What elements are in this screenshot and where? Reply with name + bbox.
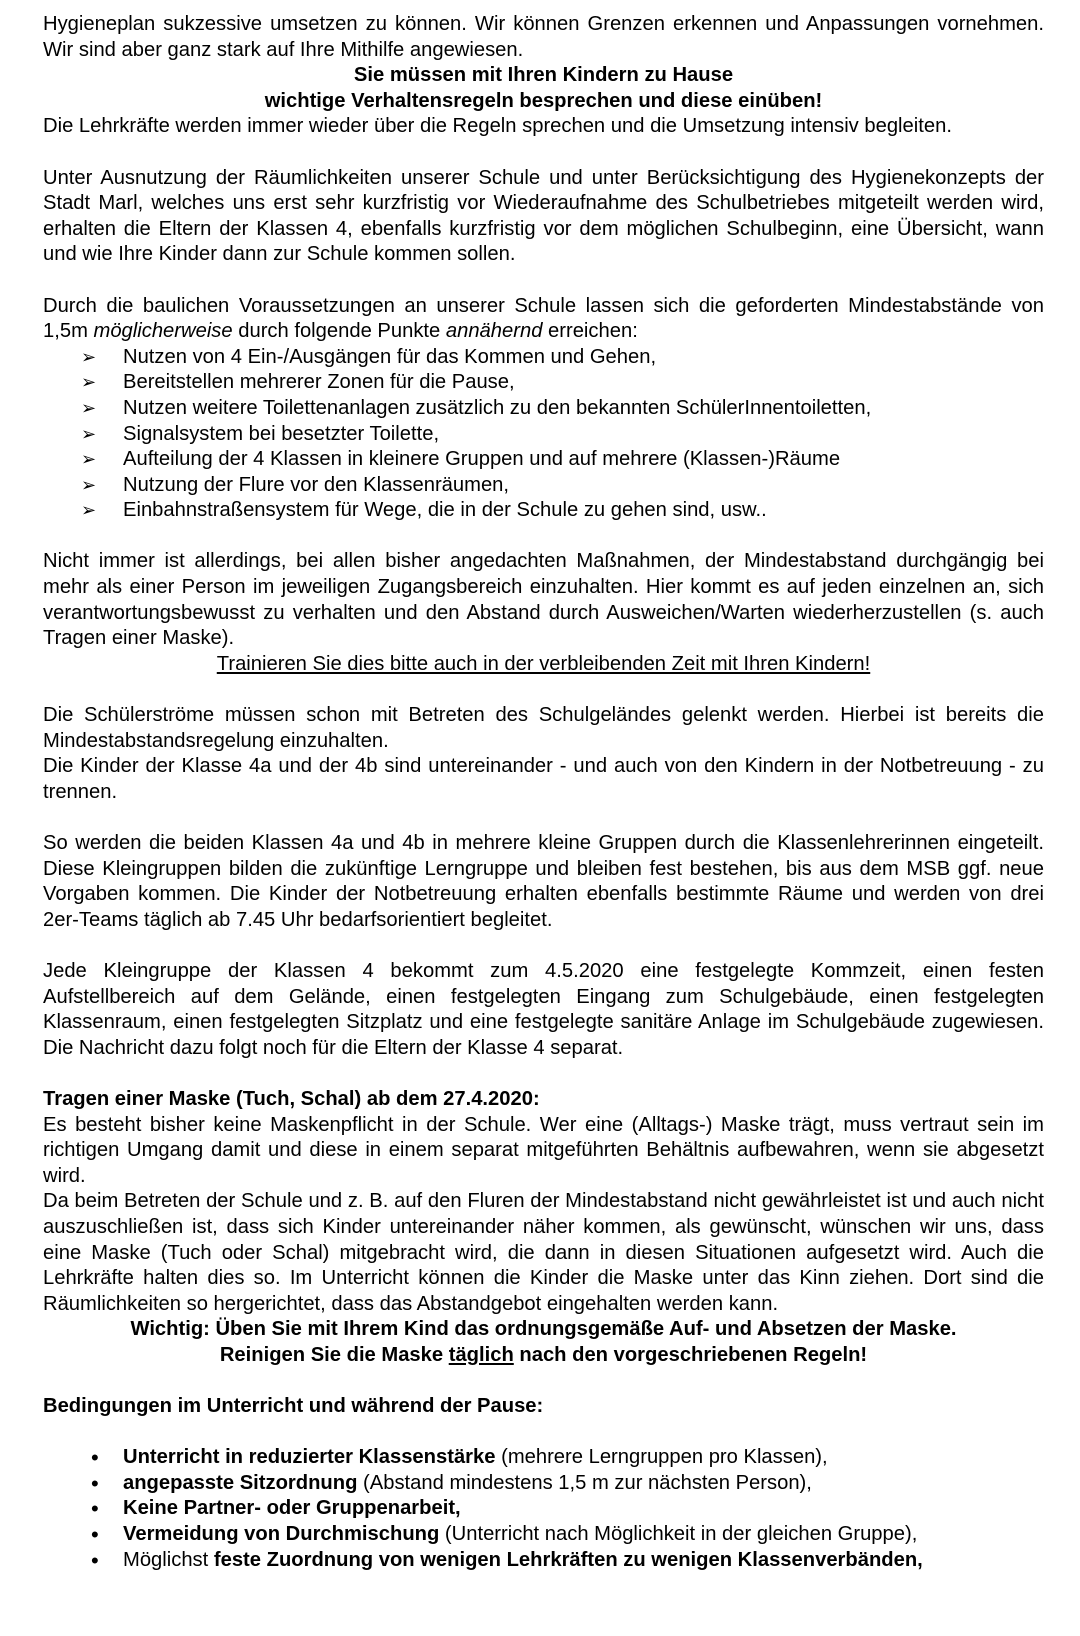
list-item: ➢ Einbahnstraßensystem für Wege, die in der Schule zu gehen sind, usw.. [43, 498, 1044, 524]
arrow-bullet-icon: ➢ [81, 500, 97, 521]
separation-paragraph: Die Kinder der Klasse 4a und der 4b sind untereinander - und auch von den Kindern in der Notbetreuung - zu trennen. [43, 755, 1044, 803]
mask-important-note: Wichtig: Üben Sie mit Ihrem Kind das ordnungsgemäße Auf- und Absetzen der Maske. [130, 1318, 957, 1341]
list-item: ➢ Nutzen weitere Toilettenanlagen zusätzlich zu den bekannten SchülerInnentoiletten, [43, 396, 1044, 422]
bullet-icon: • [91, 1496, 99, 1522]
list-item: ➢ Signalsystem bei besetzter Toilette, [43, 422, 1044, 448]
arrow-bullet-icon: ➢ [81, 397, 97, 418]
measures-list [43, 345, 1044, 524]
arrow-bullet-icon: ➢ [81, 346, 97, 367]
schedule-paragraph: Jede Kleingruppe der Klassen 4 bekommt zum 4.5.2020 eine festgelegte Kommzeit, einen festen Aufstellbereich auf dem Gelände, einen festgelegten Eingang zum Schulgebäude, einen festgelegten Klassenraum, einen festgelegten Sitzplatz und eine festgelegte sanitäre Anlage im Schulgebäude zugewiesen. Die Nachricht dazu folgt noch für die Eltern der Klasse 4 separat. [43, 959, 1044, 1059]
mask-paragraph-2: Da beim Betreten der Schule und z. B. auf den Fluren der Mindestabstand nicht gewährleistet ist und auch nicht auszuschließen ist, dass sich Kinder untereinander näher kommen, als gewünscht, wünschen wir uns, dass eine Maske (Tuch oder Schal) mitgebracht wird, die dann in diesen Situationen aufgesetzt wird. Auch die Lehrkräfte halten dies so. Im Unterricht können die Kinder die Maske unter das Kinn ziehen. Dort sind die Räumlichkeiten so hergerichtet, dass das Abstandgebot eingehalten werden kann. [43, 1190, 1044, 1315]
emphasis-line-2: wichtige Verhaltensregeln besprechen und diese einüben! [264, 89, 823, 112]
arrow-bullet-icon: ➢ [81, 449, 97, 470]
hygiene-concept-paragraph: Unter Ausnutzung der Räumlichkeiten unserer Schule und unter Berücksichtigung des Hygienekonzepts der Stadt Marl, welches uns erst sehr kurzfristig vor Wiederaufnahme des Schulbetriebes mitgeteilt werden wird, erhalten die Eltern der Klassen 4, ebenfalls kurzfristig vor dem möglichen Schulbeginn, eine Übersicht, wann und wie Ihre Kinder dann zur Schule kommen sollen. [43, 166, 1044, 266]
bullet-icon: • [91, 1445, 99, 1471]
mask-heading: Tragen einer Maske (Tuch, Schal) ab dem 27.4.2020: [43, 1087, 540, 1110]
list-item: • Keine Partner- oder Gruppenarbeit, [91, 1496, 461, 1522]
intro-paragraph: Hygieneplan sukzessive umsetzen zu können. Wir können Grenzen erkennen und Anpassungen vornehmen. Wir sind aber ganz stark auf Ihre Mithilfe angewiesen. [43, 13, 1044, 61]
responsibility-paragraph: Nicht immer ist allerdings, bei allen bisher angedachten Maßnahmen, der Mindestabstand durchgängig bei mehr als einer Person im jeweiligen Zugangsbereich einzuhalten. Hier kommt es auf jeden einzelnen an, sich verantwortungsbewusst zu verhalten und den Abstand durch Ausweichen/Warten wiederherzustellen (s. auch Tragen einer Maske). [43, 550, 1044, 650]
bullet-icon: • [91, 1547, 99, 1573]
conditions-list [43, 1445, 1044, 1573]
training-note: Trainieren Sie dies bitte auch in der verbleibenden Zeit mit Ihren Kindern! [216, 652, 871, 675]
list-item: • Möglichst feste Zuordnung von wenigen Lehrkräften zu wenigen Klassenverbänden, [91, 1547, 923, 1573]
conditions-heading: Bedingungen im Unterricht und während der Pause: [43, 1395, 544, 1418]
groups-paragraph: So werden die beiden Klassen 4a und 4b in mehrere kleine Gruppen durch die Klassenlehrerinnen eingeteilt. Diese Kleingruppen bilden die zukünftige Lerngruppe und bleiben fest bestehen, bis aus dem MSB ggf. neue Vorgaben kommen. Die Kinder der Notbetreuung erhalten ebenfalls bestimmte Räume und werden von drei 2er-Teams täglich ab 7.45 Uhr bedarfsorientiert begleitet. [43, 832, 1044, 931]
teachers-paragraph: Die Lehrkräfte werden immer wieder über die Regeln sprechen und die Umsetzung intensiv begleiten. [43, 115, 952, 138]
distance-paragraph: Durch die baulichen Voraussetzungen an unserer Schule lassen sich die geforderten Mindestabstände von 1,5m möglicherweise durch folgende Punkte annähernd erreichen: [43, 294, 1044, 343]
mask-paragraph-1: Es besteht bisher keine Maskenpflicht in der Schule. Wer eine (Alltags-) Maske trägt, muss vertraut sein im richtigen Umgang damit und diese in einem separat mitgeführten Behältnis aufbewahren, wenn sie abgesetzt wird. [43, 1113, 1044, 1187]
bullet-icon: • [91, 1470, 99, 1496]
list-item: • Unterricht in reduzierter Klassenstärke (mehrere Lerngruppen pro Klassen), [91, 1445, 828, 1471]
list-item: ➢ Nutzung der Flure vor den Klassenräumen, [43, 473, 1044, 499]
arrow-bullet-icon: ➢ [81, 423, 97, 444]
emphasis-line-1: Sie müssen mit Ihren Kindern zu Hause [353, 64, 734, 87]
list-item: ➢ Bereitstellen mehrerer Zonen für die Pause, [43, 370, 1044, 396]
list-item: • angepasste Sitzordnung (Abstand mindestens 1,5 m zur nächsten Person), [91, 1470, 812, 1496]
list-item: ➢ Aufteilung der 4 Klassen in kleinere Gruppen und auf mehrere (Klassen-)Räume [43, 447, 1044, 473]
list-item: ➢ Nutzen von 4 Ein-/Ausgängen für das Kommen und Gehen, [43, 345, 1044, 371]
list-item: • Vermeidung von Durchmischung (Unterricht nach Möglichkeit in der gleichen Gruppe), [91, 1522, 918, 1548]
bullet-icon: • [91, 1522, 99, 1548]
mask-cleaning-note: Reinigen Sie die Maske täglich nach den vorgeschriebenen Regeln! [219, 1343, 868, 1366]
arrow-bullet-icon: ➢ [81, 372, 97, 393]
student-flow-paragraph: Die Schülerströme müssen schon mit Betreten des Schulgeländes gelenkt werden. Hierbei ist bereits die Mindestabstandsregelung einzuhalten. [43, 704, 1044, 752]
arrow-bullet-icon: ➢ [81, 474, 97, 495]
